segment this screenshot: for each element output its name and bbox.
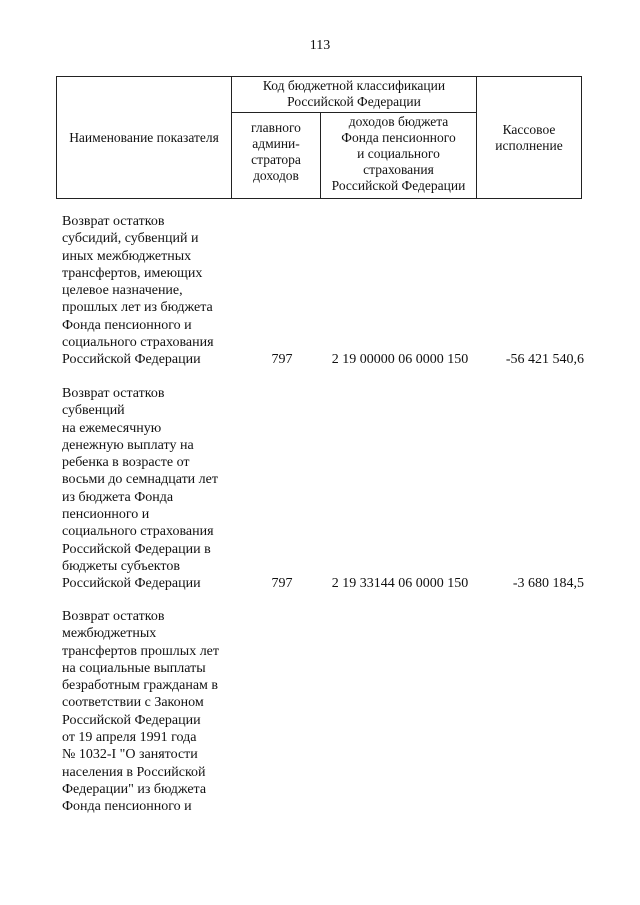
header-admin-column: главного админи- стратора доходов <box>251 120 301 183</box>
header-budget-code-group: Код бюджетной классификации Российской Федерации <box>262 78 446 109</box>
header-income-column: доходов бюджета Фонда пенсионного и социального страхования Российской Федерации <box>331 114 466 193</box>
header-name-column: Наименование показателя <box>69 129 219 145</box>
row-income-code: 2 19 33144 06 0000 150 <box>331 576 469 591</box>
row-name: Возврат остатков субсидий, субвенций и иных межбюджетных трансфертов, имеющих целевое назначение, прошлых лет из бюджета Фонда пенсионного и социального страхования Российской Федерации <box>62 214 214 368</box>
page-number: 113 <box>309 38 331 53</box>
row-amount: -56 421 540,6 <box>505 352 584 367</box>
row-income-code: 2 19 00000 06 0000 150 <box>331 352 469 367</box>
header-cash-column: Кассовое исполнение <box>495 121 563 153</box>
row-name: Возврат остатков межбюджетных трансфертов прошлых лет на социальные выплаты безработным гражданам в соответствии с Законом Российской Федерации от 19 апреля 1991 года № 1032-I "О занятости населения в Российской Федерации" из бюджета Фонда пенсионного и <box>62 609 220 815</box>
row-amount: -3 680 184,5 <box>512 576 584 591</box>
row-admin-code: 797 <box>271 576 293 591</box>
table-header <box>56 76 582 199</box>
row-name: Возврат остатков субвенций на ежемесячную денежную выплату на ребенка в возрасте от восьми до семнадцати лет из бюджета Фонда пенсионного и социального страхования Российской Федерации в бюджеты субъектов Российской Федерации <box>62 386 218 592</box>
row-admin-code: 797 <box>271 352 293 367</box>
